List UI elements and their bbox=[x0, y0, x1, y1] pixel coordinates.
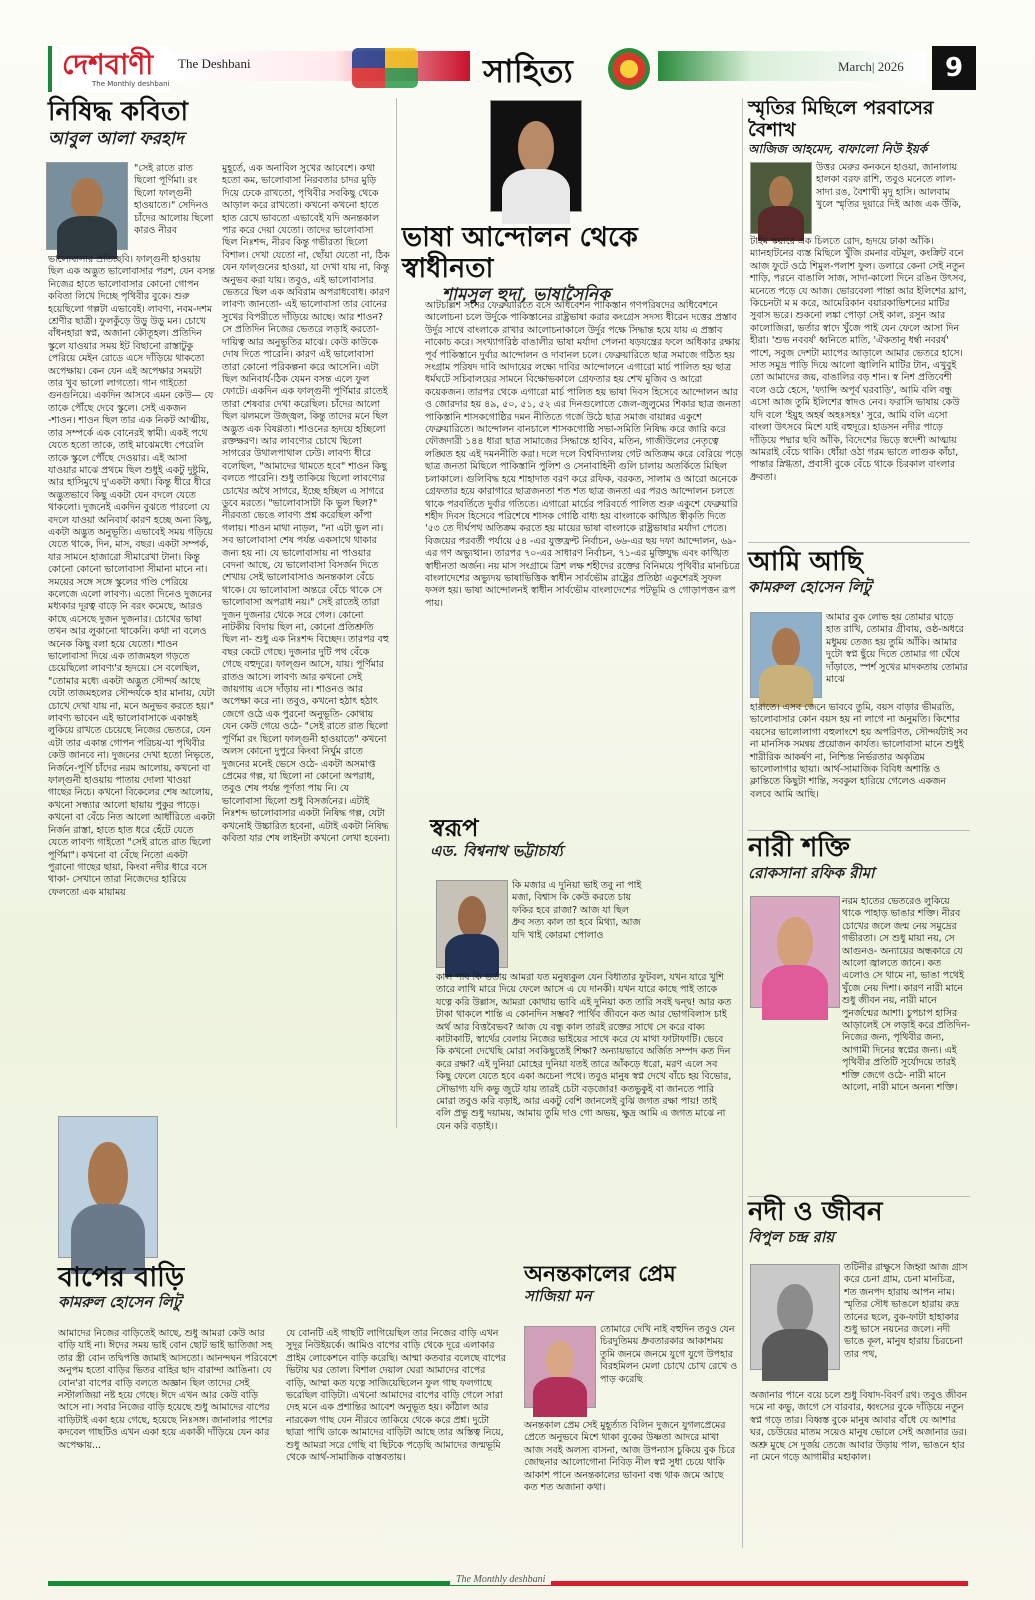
story-title: নিষিদ্ধ কবিতা bbox=[48, 97, 188, 127]
story-title: স্বরূপ bbox=[430, 813, 479, 842]
story-author: রোকসানা রফিক রীমা bbox=[748, 863, 875, 882]
face-shape bbox=[777, 1284, 812, 1334]
poem-text: অজানার পানে বয়ে চলে শুধু বিষাদ-বিবর্ণ রথ। তবুও জীবন দমে না কভু, জাগে সে বারবার, ধ্বংসের বুকে দাঁড়িয়ে নতুন স্বপ্ন গড়ে তার। বিধ্বস্ত বুকে মানুষ আবার বাঁধে যে আশার ঘর, চেউয়ের মাতম সয়েও মানুষ ভোলে সেই অজানার ডর। অশ্রু মুছে সে দুর্জয় তেজে আবার উড়ায় পাল, ভাঙনে হার না মেনে গড়ে আগামীর মহাকাল। bbox=[750, 1390, 968, 1464]
story-header-smriti bbox=[748, 98, 973, 157]
paper-name: The Deshbani bbox=[178, 56, 251, 71]
story-author: কামরুল হোসেন লিটু bbox=[58, 1293, 182, 1312]
page-header bbox=[48, 46, 983, 92]
story-author: শামসুল হুদা, ভাষাসৈনিক bbox=[442, 285, 610, 306]
story-author: এড. বিশ্বনাথ ভট্টাচার্য্য bbox=[430, 841, 563, 860]
poem-text-intro: আমার বুক লোভ হয় তোমার ঘাড়ে হাত রাখি, তোমার গ্রীবায়, ওষ্ঠ-অধরে মধুময় তেজ্য হয় তুমি আঁকি। আমার দুটো স্বপ্ন ছুঁয়ে দিতে তোমার গা ঘেঁষে দাঁড়াতে, স্পর্শ সুখের মাদকতায় তোমার মাঝে bbox=[826, 612, 968, 686]
poem-text-intro: তটিনীর রাক্ষুসে জিহ্বা আজ গ্রাস করে চেনা গ্রাম, চেনা মানচিত্র, শত জনপদ হারায় আপন নাম। স্মৃতির সৌধ ভাঙলে হারায় রুদ্র তানের ছলে, বুক-ফাটা হাহাকার শুধু ভাসে নয়নের জলে। নদী ভাঙে কূল, মানুষ হারায় চিরচেনা তার পথ, bbox=[844, 1262, 968, 1360]
shirt-shape bbox=[759, 665, 812, 707]
poem-text: হারাতে। এসব জেনে ভাববে তুমি, বয়স বাড়ার ভীমরতি, ভালোবাসার কোন বয়স হয় না লাগে না অনুমতি। কিশোর বয়সের ভালোলাগা বহুলাংশে হয় অপরিণত, সৌন্দর্যটাই সব না মানসিক সমন্বয় প্রয়োজন কার্যত। ভালোবাসা মানে শুধুই শারীরিক আকর্ষণ না, নিশ্চিন্ত নির্ভরতার অকৃত্রিম ভালোলাগার ছায়া। আর্থ-সামাজিক বিবিধ অশান্তি ও ক্লান্তিতে কিছুটা শান্তি, সবকুল হারিয়ে গেলেও একজন বলবে আমি আছি। bbox=[750, 702, 968, 800]
logo-subtitle: The Monthly deshbani bbox=[92, 80, 170, 88]
face-shape bbox=[772, 628, 800, 668]
story-text-col2: যে বোনটি এই গাছটি লাগিয়েছিল তার নিজের বাড়ি এখন সুদূর নিউইয়র্কে। আমিও বাপের বাড়ি থেকে দূরে এলাকার প্রাইম লোকেশনে বাড়ি করেছি। আম্মা কতবার বলেছে বাপের ভিটায় ঘর তোল। বিশাল দেয়াল ঘেরা আমাদের বাপের বাড়ি, আম্মা কত যত্নে সাজিয়েছিলেন ফুল গাছ ফলগাছে ভরেছিল বাড়িটা। এখনো আমাদের বাপের বাড়ি গেলে সারা দেহ মনে এক প্রশান্তির আবেশ অনুভূত হয়। কাঁঠাল আর নারকেল গাছ যেন নীরবে তাকিয়ে থেকে করে প্রশ্ন। দুটো ছাত্রা পাখি ডাকে আমাদের বাড়িটা আছে তার অস্তিত্ব নিয়ে, শুধু আমরা সরে গেছি বা ছিটকে পড়েছি আমাদের জন্মভূমি থেকে আর্থ-সামাজিক বাস্তবতায়। bbox=[286, 1328, 506, 1464]
story-header-nishiddho bbox=[48, 98, 288, 150]
author-photo-bipul bbox=[750, 1264, 840, 1370]
shirt-shape bbox=[57, 216, 118, 259]
page-number: 9 bbox=[932, 46, 976, 90]
story-title: নারী শক্তি bbox=[748, 833, 850, 863]
author-photo-farhad bbox=[46, 162, 128, 250]
story-header-baper bbox=[58, 1262, 358, 1313]
author-photo-biswanath bbox=[436, 880, 508, 968]
poem-text: অনন্তকাল প্রেম সেই মুহূর্ত্যত বিলিন দুজনে যুগলপ্রেমের প্রেতে অনুভবে মিশে থাকা বুকের উষ্ণতা আদরে মাখা আজ সবই অলস্য বাসনা, আজ উপন্যাস চুকিয়ে বুক চিরে জোছনার আলোগোনা নিবিড় নীল স্বপ্ন সুধা চেয়ে থাকি আকাশ পানে অনন্তকালের ভাবনা বন্ধ থাক জমে আছে কত শত অজানা কথা। bbox=[524, 1420, 736, 1494]
story-text: আটচল্লিশ সনের ফেব্রুয়ারিতে বসে অধিবেশন পাকিস্তান গণপরিষদের অধিবেশনে আলোচনা চলে উর্দুকে পাকিস্তানের রাষ্ট্রভাষা করার কংগ্রেস সদস্য ধীরেন দত্তের প্রস্তাব উর্দুর সাথে বাংলাকে রাখার আলোচনাকালে উর্দুর পক্ষে সিদ্ধান্ত হয়ে যায় এ প্রস্তাব নাকোচ করে। সংখ্যাগরিষ্ঠ বাঙালীর ভাষা মর্যাদা পেলনা ষড়যন্ত্রের ফলে অধিকার রক্ষায় পূর্ব পাকিস্তানে দুর্বার আন্দোলন ও দাবানল চলে। ফেব্রুয়ারিতে ছাত্র সমাজে গঠিত হয় সংগ্রাম পরিষদ দাবি আদায়ের লক্ষ্যে দাবির আন্দোলনে এগারো মার্চ পালিত হয় ছাত্র ধর্মঘটে সচিবালয়ের সামনে বিক্ষোভকালে গ্রেফতার হয় শেখ মুজিব ও আরো কয়েকজন। তারপর থেকে এগারো মার্চ পালিত হয় ভাষা দিবস হিসেবে আন্দোলন আর ও জোরদার হয় ৪৯, ৫০, ৫১, ৫২ এর দিনগুলোতে জেল-জুলুমের শিকার ছাত্র জনতা পাকিস্তানি শাসকগোষ্ঠির দমন নীতিতে গর্জে উঠে ছাত্র সমাজ বায়ান্নর একুশে ফেব্রুয়ারিতে। আন্দোলন বানচালে শাসকগোষ্ঠি সভা-সমিতি নিষিদ্ধ করে জারি করে ফৌজদারী ১৪৪ ধারা ছাত্র সামাজের সিদ্ধান্তে হাবিব, মতিন, গাজীউলের নেতৃত্বে লঙ্ঘিত হয় এই দমননীতি করা। দলে দলে বিশ্ববিদ্যালয় গেট অতিক্রম করে বেরিয়ে পড়ে ছাত্র জনতা মিছিলে পাকিস্তানি পুলিশ ও সেনাবাহিনী গুলি চালায় অতর্কিতে মিছিল চলাকালে। গুলিবিদ্ধ হয়ে শাহাদাত বরণ করে রফিক, বরকত, সালাম ও আরো অনেকে গ্রেফতার হয়ে কারাগারে ছাত্রজনতা শত শত ছাত্র জনতা এর পরও আন্দোলন চলতে থাকে পরবর্তিতে দুর্বার গতিতে। এগারো মার্চের পরিবর্তে পালিত শুরু একুশে ফেব্রুয়ারি শহীদ দিবস হিসেবে পরিশেষে শাসক গোষ্ঠি বাধ্য হয় বাংলাকে কাঙ্খিত স্বীকৃতি দিতে '৫৩ তে দীর্ঘপথ অতিক্রম করতে হয় মায়ের ভাষা বাংলাকে রাষ্ট্রভাষার মর্যাদা পেতে। বিজয়ের পরবর্তী পর্যায়ে ৫৪ -এর যুক্তফ্রন্ট নির্বাচন, ৬৬-এর ছয় দফা আন্দোলন, ৬৯-এর গণ অভ্যুত্থান। তারপর ৭০-এর সাধারণ নির্বাচন, ৭১-এর মুক্তিযুদ্ধ এবং কাঙ্খিত স্বাধীনতা অর্জন। নয় মাস সংগ্রামে ত্রিশ লক্ষ শহীদের রক্তের বিনিময়ে পৃথিবীর মানচিত্রে বাংলাদেশের অভ্যুদয় ভাষাভিত্তিক স্বাধীন সার্বভৌম রাষ্ট্রের প্রতিষ্ঠা একুশেরই সুফল ফসল হয়। ভাষা আন্দোলনই স্বাধীন সার্বভৌম বাংলাদেশের পটভূমি ও গোড়াপত্তন রূপ পায়। bbox=[425, 300, 743, 609]
section-divider bbox=[748, 830, 970, 831]
poem-text-intro: নরম হাতের ভেতরেও লুকিয়ে থাকে পাহাড় ভাঙার শক্তি। নীরব চোখের জলে জন্ম নেয় সমুদ্রের গভীরতা। সে শুধু মায়া নয়, সে আগুনও- অন্যায়ের অন্ধকারে যে আলো জ্বালতে জানে। কত এলোও সে থামে না, ভাঙা পথেই খুঁজে নেয় দিশা। কারণ নারী মানে শুধু জীবন নয়, নারী মানে পুনর্জন্মের আশা। চুপচাপ হাসির আড়ালেই সে লড়াই করে প্রতিদিন- নিজের জন্য, পৃথিবীর জন্য, আগামী দিনের স্বপ্নের জন্য। এই পৃথিবীর প্রতিটি সূর্যোদয়ে তারই শক্তি জেগে ওঠে- নারী মানে আলো, নারী মানে অনন্য শক্তি। bbox=[842, 896, 970, 1094]
poem-text-intro: তোমারে দেখি নাই বহুদিন তবুও যেন চিরদুতিময় ধ্রুবতারকার আকাশময় তুমি জনমে জনমে যুগে যুগে উপহার বিরহমিলন মেলা চোখে চোখ রেখে ও পাড় করেছি bbox=[600, 1324, 738, 1385]
dress-shape bbox=[533, 1377, 586, 1417]
author-photo-litu bbox=[750, 612, 822, 698]
story-header-ononto bbox=[524, 1262, 739, 1307]
author-photo-aziz bbox=[750, 162, 812, 234]
story-title: বাপের বাড়ি bbox=[58, 1262, 185, 1293]
story-author: আবুল আলা ফরহাদ bbox=[48, 128, 184, 149]
section-divider bbox=[748, 542, 970, 543]
poem-text-intro: উত্তর মেরুর কনকনে হাওয়া, জানালায় হালকা বরফ রাশি, তবুও মনেতে লাল-সাদা রঙ, বৈশাখী মৃদু হাসি। আলবাম খুলে স্মৃতির দুয়ারে দিই আজ এক উঁকি, bbox=[816, 162, 962, 211]
shirt-shape bbox=[502, 169, 570, 224]
face-shape bbox=[88, 1142, 127, 1209]
story-text-col2: মুহূর্তে, এক অনাবিল সুখের আবেশে। কথা হতো কম, ভালোবাসা নিরবতার চাদর মুড়ি দিয়ে ঢেকে রাখতো, পৃথিবীর সবকিছু থেকে আড়াল করে রাখতো। কখনো কখনো হাতে হাত রেখে ভাবতো এভাবেই যদি অনন্তকাল পার করে দেয়া যেতো। তাদের ভালোবাসা ছিল নিঃশব্দ, নীরব কিন্তু গভীরতা ছিলো বিশাল। দেখা যেতো না, ছোঁয়া যেতো না, ঠিক যেন ফাল্গুনের হাওয়া, যা দেখা যায় না, কিন্তু অনুভব করা যায়। তবুও, এই ভালোবাসার ভেতরে ছিল এক অবিরাম অপরাধবোধ। কারণ লাবণ্য জানতো- এই ভালোবাসা তার বোনের সুখের বিপরীতে দাঁড়িয়ে আছে। আর শাওন? সে প্রতিদিন নিজের ভেতরে লড়াই করতো- দায়িত্ব আর অনুভূতির মাঝে। কেউ কাউকে দোষ দিতে পারেনি। কারণ এই ভালোবাসা তারা কোনো পরিকল্পনা করে আসেনি। এটা ছিল অনিবার্য-ঠিক যেমন বসন্ত এলে ফুল ফোটে। একদিন এক ফাল্গুনী পূর্ণিমার রাতেই তারা শেষবার দেখা করেছিল। চাঁদের আলো ছিল ঝলমলে উজ্জ্বল, কিন্তু তাদের মনে ছিল অদ্ভুত এক বিষণ্ণতা। শাওনের হৃদয়ে হচ্ছিলো রক্তক্ষরণ। আর লাবণ্যের চোখে ছিলো সাগরের উথালপাথাল ঢেউ। লাবণ্য ধীরে বলেছিল, "আমাদের থামতে হবে" শাওন কিছু বলতে পারেনি। শুধু তাকিয়ে ছিলো লাবণ্যের চোখের অথৈ সাগরে, ইচ্ছে হচ্ছিল এ সাগরে ডুবে মরতে। "ভালোবাসাটা কি ভুল ছিল?" নীরবতা ভেঙে লাবণ্য প্রশ্ন করেছিল কাঁপা গলায়। শাওন মাথা নাড়ল, "না এটা ভুল না। সব ভালোবাসা শেষ পর্যন্ত একসাথে থাকার জন্য হয় না। যে ভালোবাসায় না পাওয়ার বেদনা আছে, যে ভালোবাসা বিসর্জন দিতে শেখায় সেই ভালোবাসাও অনন্তকাল বেঁচে থাকে। যে ভালোবাসা অন্তরে বেঁচে থাকে সে ভালোবাসা অপরাধ নয়।" সেই রাতেই তারা দুজন দুজনার থেকে সরে গেল। কোনো নাটকীয় বিদায় ছিল না, কোনো প্রতিশ্রুতি ছিল না- শুধু এক নিঃশব্দ বিচ্ছেদ। তারপর বহু বছর কেটে গেছে। দুজনার দুটি পথ বেঁকে গেছে বহুদূরে। ফাল্গুন আসে, যায়। পূর্ণিমার রাতও আসে। লাবণ্য আর কখনো সেই জায়গায় এসে দাঁড়ায় না। শাওনও আর অপেক্ষা করে না। তবুও, কখনো হঠাৎ হঠাৎ জেগে ওঠে এক পুরনো অনুভূতি- কোথায় যেন কেউ গেয়ে ওঠে- "সেই রাতে রাত ছিলো পূর্ণিমা রং ছিলো ফাল্গুনী হাওয়াতে" কখনো অলস কোনো দুপুরে কিংবা নির্ঘুম রাতে দুজনের মনেই ভেসে ওঠে- একটা অসমাপ্ত প্রেমের গল্প, যা ছিলো না কোনো অপরাধ, তবুও শেষ পর্যন্ত পূর্ণতা পায় নি। যে ভালোবাসা ছিলো শুধু বিসর্জনের। এটাই নিঃশব্দ ভালোবাসার একটা নিষিদ্ধ গল্প, যেটা কখনোই উচ্চারিত হবেনা, এটাই একটা নিষিদ্ধ কবিতা যার শেষ লাইনটা কখনো লেখা হবেনা। bbox=[222, 163, 390, 844]
column-divider bbox=[396, 98, 397, 1128]
story-text-col1: ভালোবাসার প্রতিচ্ছবি। ফাল্গুনী হাওয়ায় ছিল এক অদ্ভুত ভালোবাসার পরশ, যেন বসন্ত নিজের হাতে ভালোবাসার কোনো গোপন কবিতা লিখে দিচ্ছে পৃথিবীর বুকে। শুরু হয়েছিলো গল্পটা এভাবেই। লাবণ্য, নবম-দশম শ্রেণীর ছাত্রী। ফুলকুঁড়ে উড়ু উড়ু মন। চোখে বাঁধনহারা স্বপ্ন, অজানা কৌতূহল। প্রতিদিন স্কুলে যাওয়ার সময় ইট বিছানো রাস্তাটুকু পেরিয়ে মেইন রোডে এসে দাঁড়িয়ে থাকতো অপেক্ষায়। কেন যেন এই অপেক্ষার সময়টা তার খুব ভালো লাগতো। গান গাইতো গুনগুনিয়ে। একদিন আসবে এমন কেউ— যে তাকে পৌঁছে দেবে স্কুলে। সেই একজন -শাওন। শাওন ছিল তার এক নিকট আত্মীয়, তার সম্পর্কে এক বোনেরই স্বামী। একই পথে যেতে হতো তাকে, তাই মাঝেমধ্যে পেরেলি তাকে স্কুলে পৌঁছে দেওয়ার। এই আসা যাওয়ার মাঝে প্রথমে ছিল শুধুই একটু দুষ্টুমি, আর হাসিমুখে দু'একটা কথা। কিন্তু ধীরে ধীরে অদ্ভুতভাবে কিছু একটা যেন বদলে যেতে থাকলো। দুজনেই একদিন বুঝতে পারলো যে বদলে যাওয়া অনিবার্য কারণ হচ্ছে অন্য কিছু, একটা অদ্ভুত অনুভূতি। এভাবেই সময় গড়িয়ে যেতে থাকে, দিন, মাস, বছর। একটা সম্পর্ক, যার সামনে হাজারো সীমারেখা টানা। কিন্তু কোনো কোনো ভালোবাসা সীমানা মানে না। সময়ের সঙ্গে সঙ্গে স্কুলের গণ্ডি পেরিয়ে কলেজে এলো লাবণ্য। এতো দিনেও দুজনের মধ্যকার দূরত্ব বাড়ে নি বরং কমেছে, আরও কাছে এসেছে দুজন দুজনার। চোখের ভাষা তখন আর লুকানো থাকেনি। কথা না বলেও অনেক কিছু বলা হয়ে যেতো। শাওন ভালোবাসা দিয়ে এক তাজমহল গড়তে চেয়েছিলো লাবণ্য'র হৃদয়ে। সে বলেছিল, "তোমার মধ্যে একটা অদ্ভুত সৌন্দর্য আছে যেটা তাজমহলের সৌন্দর্যকে হার মানায়, যেটা চোখে দেখা যায় না, মনে অনুভব করতে হয়।" লাবণ্য ভাবেন এই ভালোবাসাকে একান্তই লুকিয়ে রাখতে চেয়েছে নিজের ভেতরে, যেন এটা তার একান্ত গোপন পরিচয়-যা পৃথিবীর কেউ জানবে না। দুজনের দেখা হতো নিভৃতে, নির্জনে-পূর্ণি চাঁদের নরম আলোয়, কখনো বা ফাল্গুনী হাওয়ায় পাতায় দোলা খাওয়া গাছের নিচে। কখনো বিকেলের শেষ আলোয়, কখনো সন্ধ্যার আলো ছায়ায় পুকুর পাড়ে। কখনো বা বেঁচে নিত আলো আধাঁরিতে একটা নির্জন রাস্তা, হাতে হাত ধরে হেঁটে যেতে যেতে লাবণ্য গাইতো "সেই রাতে রাত ছিলো পূর্ণিমা"। কখনো বা বেঁছে নিতো একটা পুরানো গাছের ছায়া, কিংবা নদীর ধারে বসে থাকা- সেখানে তারা নিজেদের হারিয়ে ফেলতো এক মায়াময় bbox=[48, 254, 216, 898]
story-title: ভাষা আন্দোলন থেকে স্বাধীনতা bbox=[402, 222, 638, 285]
face-shape bbox=[458, 896, 486, 937]
poem-text: টাইম স্কয়ারে এক চিলতে রোদ, হৃদয়ে ঢাকা আঁকি। ম্যানহাটনের ব্যস্ত মিছিলে খুঁজি রমনার বটমূল, কংক্রিট বনে আজ ফুটে ওঠে শিমুল-পলাশ ফুল। ডলারে কেনা সেই নতুন শাড়ি, পরনে বাঙালি সাজ, সাদা-কালো দিনে রঙিন উৎসব, মনেতে পড়ে যে আজ। ভোরবেলা পান্তা আর ইলিশের ঘ্রাণ, কিচেনটা ম ম করে, আমেরিকান বয়ারকাভিশনের মাটির সুবাস ভরে। শুকনো লঙ্কা পোড়া সেই কাল, রসুন আর কালোজিরা, ভর্তার স্বাদে খুঁজে পাই যেন ফেলে আসা দিন হীরা। 'শুভ নববর্ষ' ধ্বনিতে মাতি, 'ঐকতানু ধর্ম্বা নবরর্ষ' পাশে, সবুজ দেশটা ম্যাপের আড়ালে আমার ভেতরে হাসে। সাত সমুদ্র পাড়ি দিয়ে আলো জ্বালিনি মাটির টান, এখুবুই তো আমাদের জয়, বাঙালির বড় শান। স্ব নিশ প্রতিবেশী বলে ওঠে হেসে, 'ফ্যান্সি অপূর্ব ঘরবাড়ি', আমি বলি বন্ধু এসো আজ তুমি ইলিশের স্বাদও নেব। ফরাসি ভাষায় কেউ যদি বলে 'ইয়ুহ অহর্ষ অহঃসহঃ' সুরে, আমি বলি এসো বাংলা উৎসবে মিশে যাই বহুদূরে। হাডসন নদীর পাড়ে দাঁড়িয়ে পদ্মার ছবি আঁকি, বিদেশের ভিড়ে স্বদেশী আত্মায় আমরাই বেঁচে থাকি। ধোঁয়া ওঠা গরম ভাতে লাগুক কাঁচা, পান্তার স্নিগ্ধতা, প্রবাসী বুকে বেঁচে থাকে চিরকাল বাংলার ধ্রুবতা। bbox=[750, 236, 967, 483]
face-shape bbox=[71, 178, 103, 219]
masthead-logo[interactable] bbox=[48, 46, 170, 92]
poem-text: কাল পাব কি ভর্তায় আমরা যত মনুষ্যকুল যেন বিধাতার ফুটবল, যখন যারে খুশি তারে লাথি মারে দিয়ে ফেলে আসে এ যে দানকী। যখন যারে কাছে পাই তাকে যত্নে করি উল্লাস, আমরা কোথায় ভাবি এই দুনিয়া কত তারি সবই দ্বন্দ্ব! আর কত টাকা থাকলে শান্তি এ কোনদিন সম্ভব? পার্থিব জীবনে কত আর ভোগবিলাস চাই অর্থ আর বিত্তবৈভব? আজ যে বন্ধু কাল তারই রক্তের সাথে সে করে বাক্য কাটাকাটি, স্বার্থের বেলায় নিজের ভাইয়ের সাথে করে যে মাথা ফাটাফাটি। ভেবে কি কখনো দেখেছি মোরা সবকিছুতেই শিক্ষা? অন্যায়ভাবে অর্জিত সম্পদ কত দিন করে রক্ষা? এই দুনিয়া মোহের দুনিয়া যতই তারে আঁকড়ে ধরো, মরণ এলে সব কিছু ফেলে যেতে হবে একা অচেনা পথে। তবুও মানুষ স্বপ্ন দেখে বাঁচে হয় বিভোর, সৌভাগ্য যদি কভু জুটে যায় তারই চেটা বড়জোর! কতভুকুই বা জানতে পারি মোরা তবুও করি বড়াই, আর একটু বেশি জানলেই বুঝি জগত রক্ষা পায়! তাই বলি প্রভু শুধু দয়াময়, আমায় তুমি দাও গো অভয়, ক্ষুদ্র আমি এ জগত মাঝে না যেন করি বড়াই।। bbox=[436, 972, 732, 1132]
shirt-shape bbox=[762, 1329, 829, 1381]
poem-text-intro: কি মজার এ দুনিয়া ভাই তবু না পাই মজা, বিশ্বাস কি কেউ করতে চায় ফকির হবে রাজা? আজ যা ছিল ধ্রুব সত্য কাল তা হবে মিথ্যা, আজ যদি খাই কোরমা পোলাও bbox=[512, 880, 642, 941]
logo-text: দেশবাণী bbox=[62, 48, 154, 81]
emblem-icon bbox=[608, 48, 650, 90]
festival-icon bbox=[352, 48, 418, 88]
story-text-intro: "সেই রাতে রাত ছিলো পূর্ণিমা। রং ছিলো ফাল্গুনী হাওয়াতে।" সেদিনও চাঁদের আলোয় ছিলো কারও নীরব bbox=[134, 163, 214, 237]
story-header-ami-achi bbox=[748, 548, 970, 597]
dress-shape bbox=[762, 965, 829, 1020]
page-footer bbox=[48, 1572, 968, 1592]
face-shape bbox=[769, 176, 793, 210]
author-photo-shamsul bbox=[490, 100, 582, 212]
column-divider bbox=[742, 98, 743, 1548]
story-header-nari bbox=[748, 834, 970, 883]
section-title: সাহিত্য bbox=[483, 52, 573, 90]
story-title: অনন্তকালের প্রেম bbox=[524, 1261, 676, 1287]
story-title: স্মৃতির মিছিলে পরবাসের বৈশাখ bbox=[748, 97, 934, 141]
story-text-col1: আমাদের নিজের বাড়িতেই আছে, শুধু আমরা কেউ আর বাড়ি যাই না। ঈদের সময় ভাই বোন ছোট ভাই ভাতিজা সহ তার স্ত্রী বোন তদ্বিপত্তি জামাই আসতো। আনন্দঘন পরিবেশে অনুপম হতো বাড়ির ভিতর বাহির ছাদ বারান্দা আঙিনা। যে বোন'রা বাপের বাড়ি বলতে অজ্ঞান ছিল তাদের সেই নস্টালজিয়া নষ্ট হয়ে গেছে। ঈদে এখন আর কেউ বাড়ি আসে না। সবার নিজের বাড়ি হয়েছে শুধু আমাদের বাপের বাড়িটাই একা হয়ে গেছে, হয়েছে নিঃসঙ্গ। জানালার পাশের কদবেল গাছটিও এখন একা হয়ে একাকী দাঁড়িয়ে যেন কার অপেক্ষায়... bbox=[58, 1328, 278, 1451]
story-title: আমি আছি bbox=[748, 547, 863, 577]
story-author: আজিজ আহমেদ, বাফালো নিউ ইয়র্ক bbox=[748, 141, 928, 156]
author-photo-rima bbox=[750, 896, 840, 1008]
story-title: নদী ও জীবন bbox=[748, 1197, 883, 1227]
story-header-nodi bbox=[748, 1198, 970, 1247]
issue-date: March| 2026 bbox=[838, 59, 904, 74]
story-author: বিপুল চন্দ্র রায় bbox=[748, 1227, 835, 1246]
face-shape bbox=[546, 1341, 574, 1379]
story-header-bhasha bbox=[402, 222, 738, 306]
story-author: সাজিয়া মন bbox=[524, 1287, 592, 1306]
face-shape bbox=[518, 121, 554, 174]
face-shape bbox=[777, 917, 812, 970]
story-author: কামরুল হোসেন লিটু bbox=[748, 577, 872, 596]
story-header-swarup bbox=[430, 814, 730, 861]
author-photo-sazia bbox=[524, 1326, 596, 1408]
author-photo-litu-2 bbox=[58, 1116, 158, 1258]
footer-text: The Monthly deshbani bbox=[450, 1574, 551, 1585]
suit-shape bbox=[445, 934, 498, 977]
